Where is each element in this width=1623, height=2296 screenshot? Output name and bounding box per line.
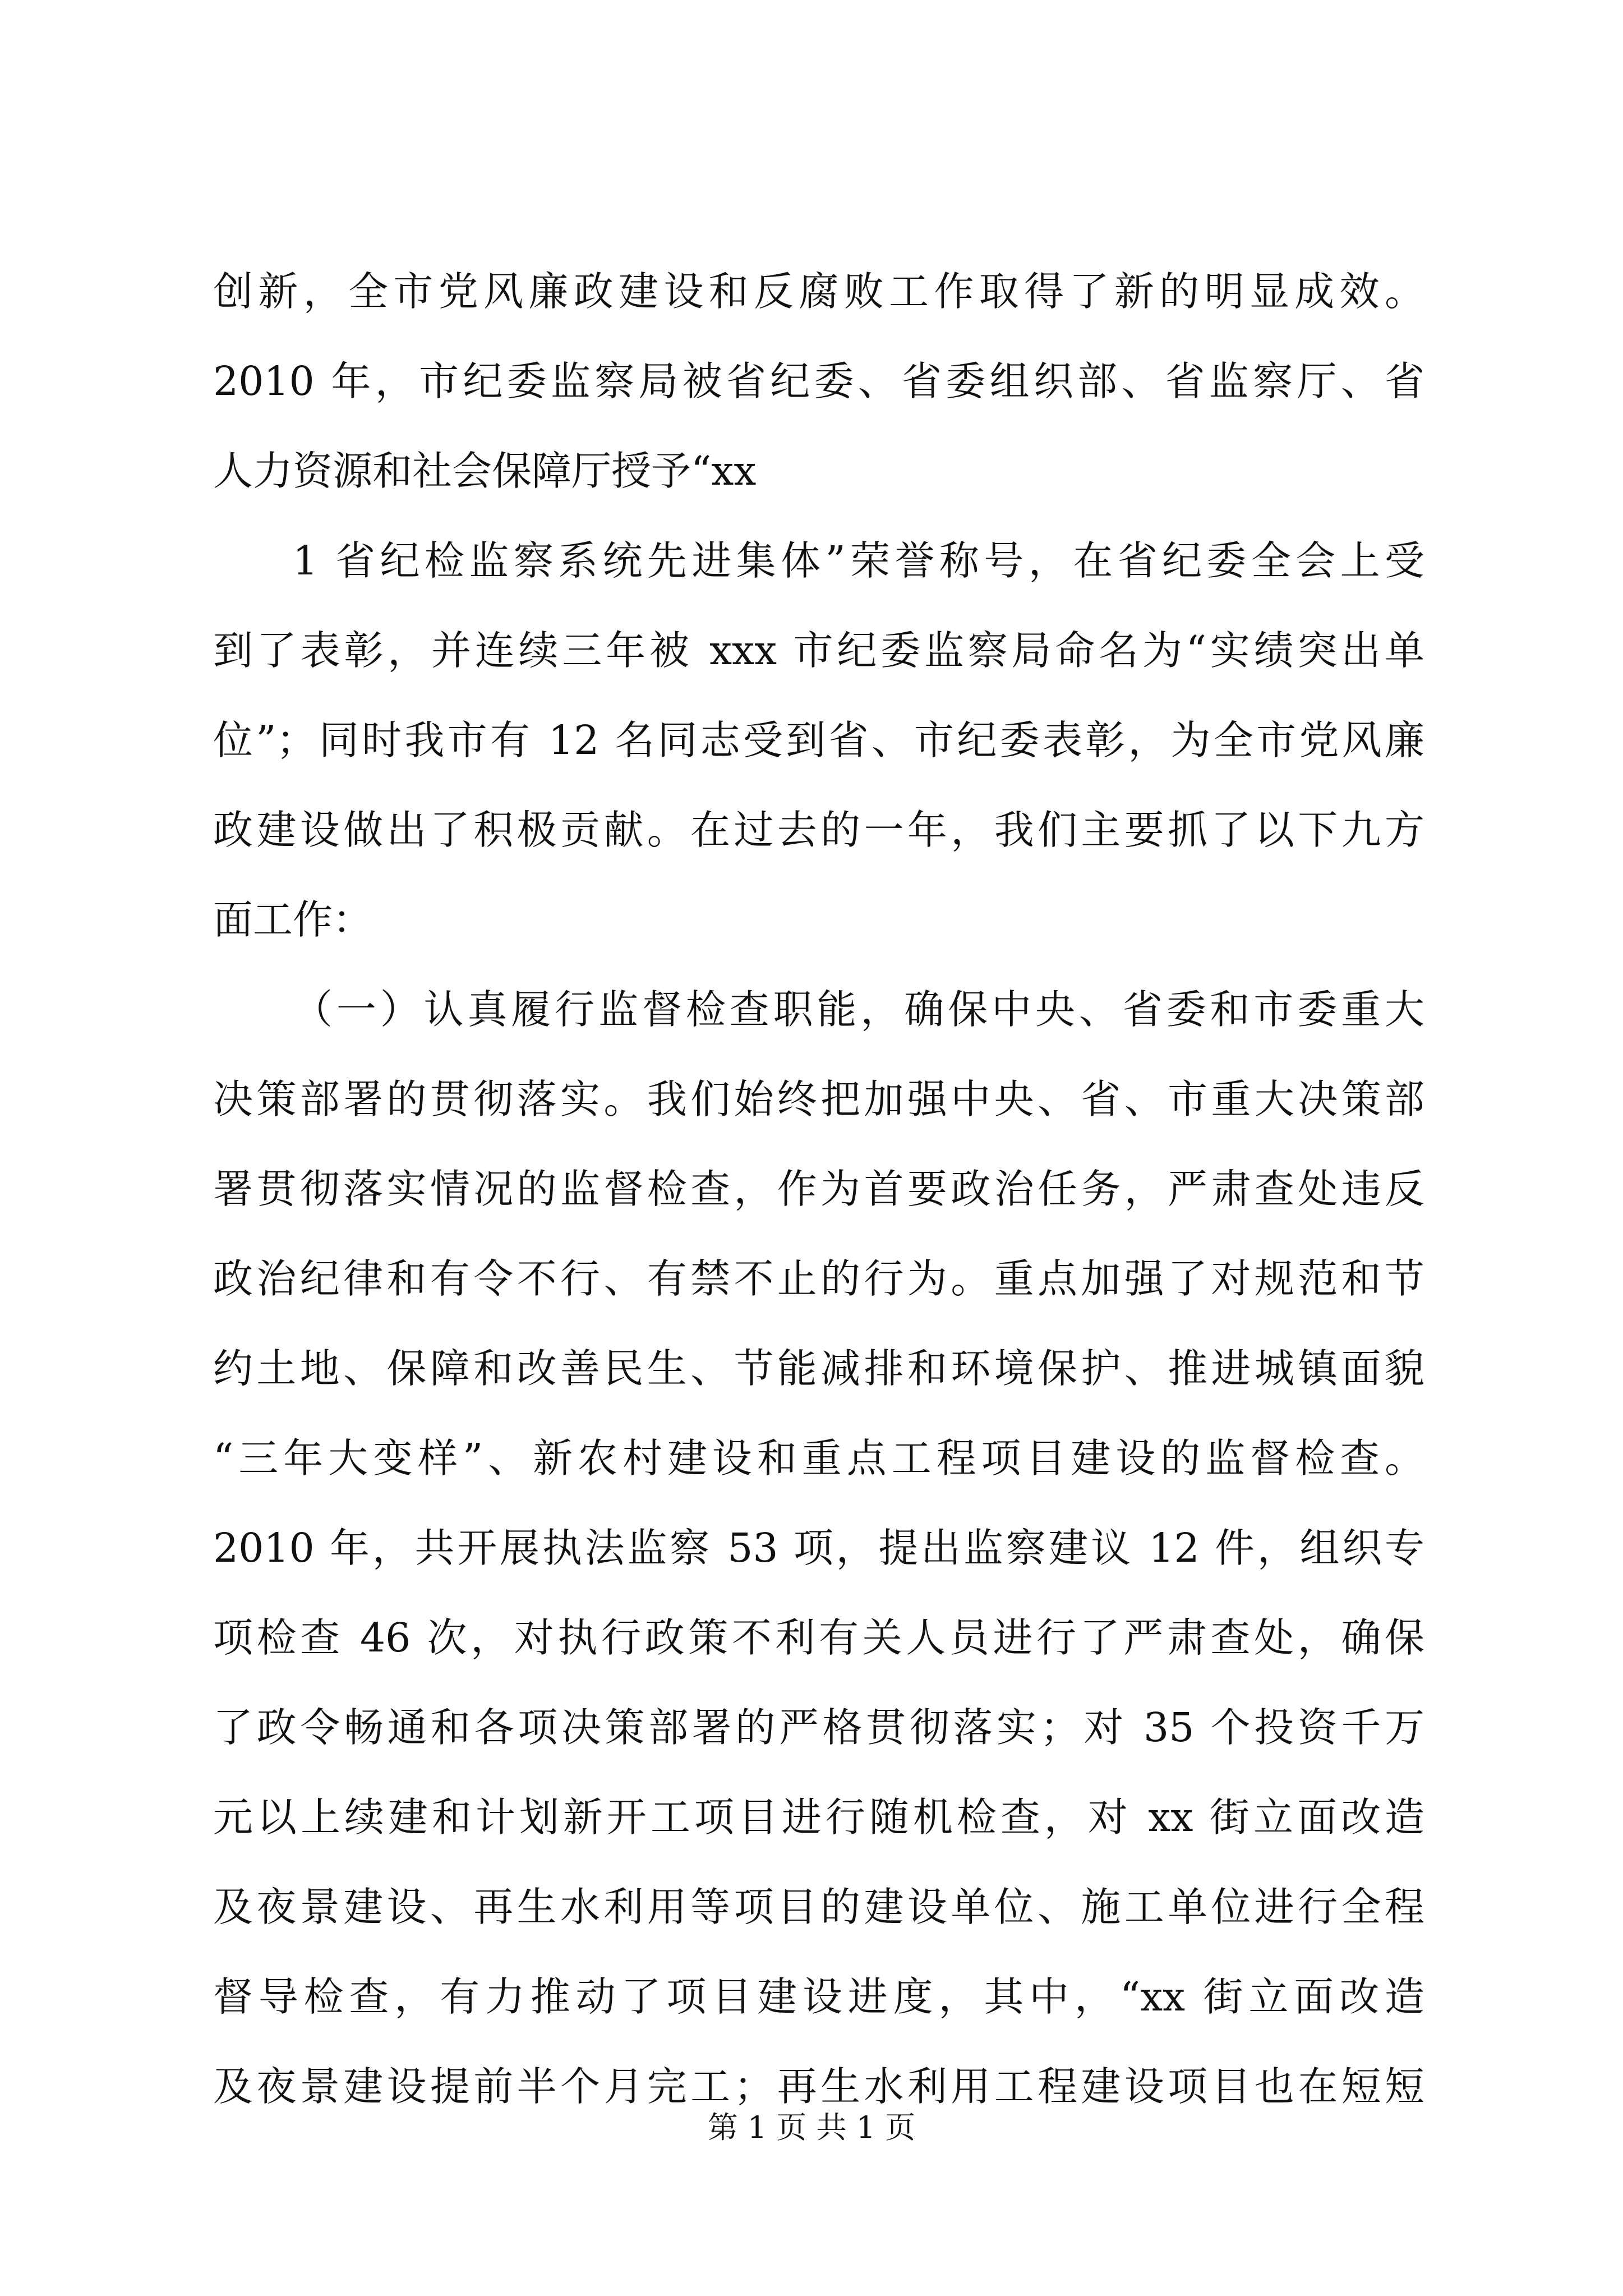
text-line: 约土地、保障和改善民生、节能减排和环境保护、推进城镇面貌 [213, 1345, 1424, 1392]
text-line: 创新，全市党风廉政建设和反腐败工作取得了新的明显成效。 [213, 268, 1424, 315]
text-line: 决策部署的贯彻落实。我们始终把加强中央、省、市重大决策部 [213, 1076, 1424, 1122]
text-line: 面工作： [213, 896, 373, 943]
text-line: 政建设做出了积极贡献。在过去的一年，我们主要抓了以下九方 [213, 807, 1424, 853]
text-line: 位”；同时我市有 12 名同志受到省、市纪委表彰，为全市党风廉 [213, 717, 1424, 763]
text-line: 及夜景建设、再生水利用等项目的建设单位、施工单位进行全程 [213, 1884, 1424, 1930]
text-line: 2010 年，共开展执法监察 53 项，提出监察建议 12 件，组织专 [213, 1525, 1424, 1571]
section-heading-line: （一）认真履行监督检查职能，确保中央、省委和市委重大 [293, 986, 1424, 1033]
text-line: 2010 年，市纪委监察局被省纪委、省委组织部、省监察厅、省 [213, 358, 1424, 404]
text-line: 人力资源和社会保障厅授予“xx [213, 448, 757, 494]
text-line: 项检查 46 次，对执行政策不利有关人员进行了严肃查处，确保 [213, 1614, 1424, 1661]
page-number-footer: 第 1 页 共 1 页 [707, 2110, 916, 2145]
text-line: 署贯彻落实情况的监督检查，作为首要政治任务，严肃查处违反 [213, 1166, 1424, 1212]
text-line: “三年大变样”、新农村建设和重点工程项目建设的监督检查。 [213, 1435, 1424, 1481]
text-line: 了政令畅通和各项决策部署的严格贯彻落实；对 35 个投资千万 [213, 1704, 1424, 1751]
text-line-indented: 1 省纪检监察系统先进集体”荣誉称号，在省纪委全会上受 [293, 537, 1424, 584]
text-line: 督导检查，有力推动了项目建设进度，其中，“xx 街立面改造 [213, 1973, 1424, 2020]
text-line: 及夜景建设提前半个月完工；再生水利用工程建设项目也在短短 [213, 2063, 1424, 2110]
text-line: 到了表彰，并连续三年被 xxx 市纪委监察局命名为“实绩突出单 [213, 627, 1424, 674]
body-text [213, 247, 1424, 2132]
text-line: 政治纪律和有令不行、有禁不止的行为。重点加强了对规范和节 [213, 1255, 1424, 1302]
text-line: 元以上续建和计划新开工项目进行随机检查，对 xx 街立面改造 [213, 1794, 1424, 1841]
